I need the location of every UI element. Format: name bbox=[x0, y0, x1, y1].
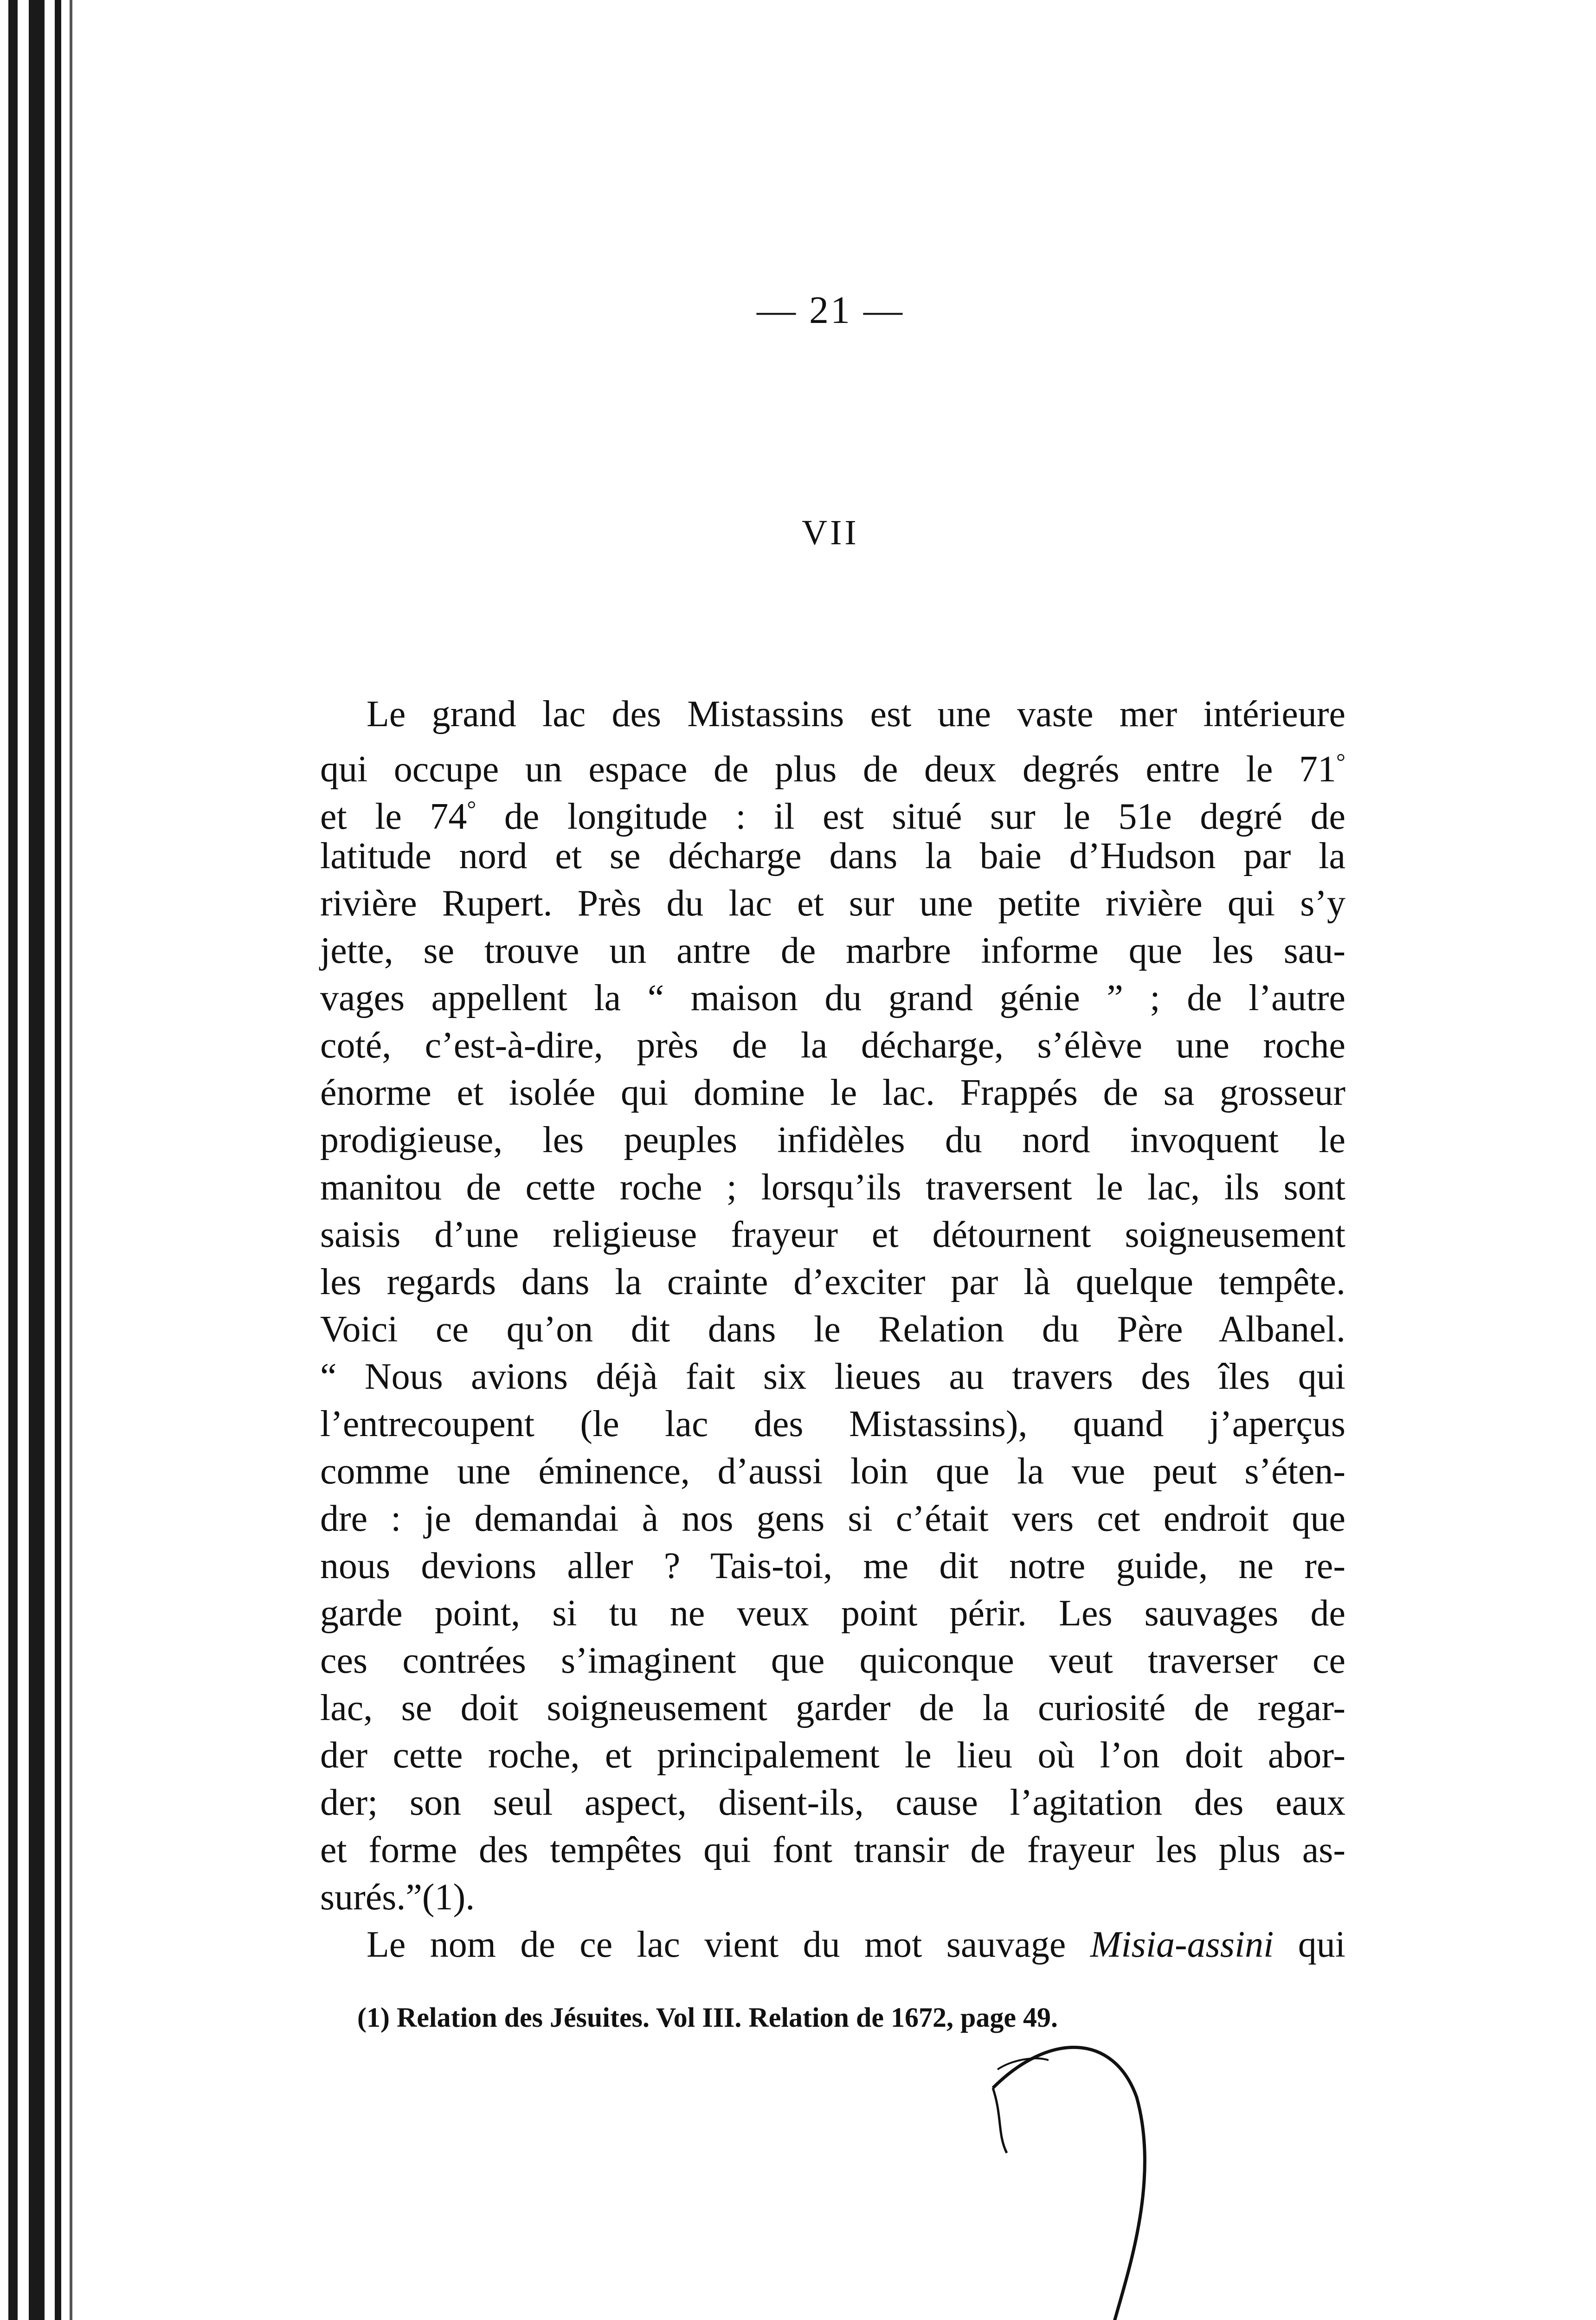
text-line: der cette roche, et principalement le lieu où l’on doit abor- bbox=[320, 1735, 1345, 1776]
text-span: de longitude : il est situé sur le 51e degré de bbox=[504, 796, 1346, 837]
degree-symbol: ° bbox=[467, 796, 476, 822]
text-span: qui bbox=[1274, 1924, 1346, 1965]
text-line: lac, se doit soigneusement garder de la curiosité de regar- bbox=[320, 1688, 1345, 1728]
text-line: rivière Rupert. Près du lac et sur une petite rivière qui s’y bbox=[320, 883, 1345, 924]
text-line: prodigieuse, les peuples infidèles du nord invoquent le bbox=[320, 1120, 1345, 1160]
text-line: garde point, si tu ne veux point périr. Les sauvages de bbox=[320, 1593, 1345, 1634]
text-line: ces contrées s’imaginent que quiconque veut traverser ce bbox=[320, 1640, 1345, 1681]
text-line: l’entrecoupent (le lac des Mistassins), quand j’aperçus bbox=[320, 1404, 1345, 1444]
text-line: énorme et isolée qui domine le lac. Frappés de sa grosseur bbox=[320, 1072, 1345, 1113]
text-line: surés.”(1). bbox=[320, 1877, 475, 1918]
text-line: coté, c’est-à-dire, près de la décharge, s’élève une roche bbox=[320, 1025, 1345, 1066]
text-line: “ Nous avions déjà fait six lieues au travers des îles qui bbox=[320, 1356, 1345, 1397]
text-line: dre : je demandai à nos gens si c’était vers cet endroit que bbox=[320, 1498, 1345, 1539]
text-line: saisis d’une religieuse frayeur et détournent soigneusement bbox=[320, 1214, 1345, 1255]
text-line: et forme des tempêtes qui font transir de frayeur les plus as- bbox=[320, 1830, 1345, 1870]
text-line: Le grand lac des Mistassins est une vaste mer intérieure bbox=[367, 694, 1345, 735]
text-line: nous devions aller ? Tais-toi, me dit notre guide, ne re- bbox=[320, 1546, 1345, 1586]
ink-stroke bbox=[993, 2088, 1007, 2153]
text-line: les regards dans la crainte d’exciter par là quelque tempête. bbox=[320, 1262, 1345, 1302]
italic-term: Misia-assini bbox=[1090, 1924, 1274, 1965]
text-line: vages appellent la “ maison du grand génie ” ; de l’autre bbox=[320, 978, 1345, 1018]
text-line: der; son seul aspect, disent-ils, cause l’agitation des eaux bbox=[320, 1782, 1345, 1823]
ink-stroke bbox=[993, 2047, 1145, 2320]
text-span: qui occupe un espace de plus de deux degrés entre le 71 bbox=[320, 749, 1336, 790]
chapter-heading: VII bbox=[802, 513, 859, 552]
footnote: (1) Relation des Jésuites. Vol III. Relation de 1672, page 49. bbox=[357, 2002, 1058, 2033]
text-span: et le 74 bbox=[320, 796, 467, 837]
text-line: comme une éminence, d’aussi loin que la vue peut s’éten- bbox=[320, 1451, 1345, 1492]
text-line: manitou de cette roche ; lorsqu’ils traversent le lac, ils sont bbox=[320, 1167, 1345, 1208]
text-line: jette, se trouve un antre de marbre informe que les sau- bbox=[320, 930, 1345, 971]
degree-symbol: ° bbox=[1336, 748, 1345, 774]
text-line: latitude nord et se décharge dans la baie d’Hudson par la bbox=[320, 836, 1345, 876]
text-line: Voici ce qu’on dit dans le Relation du Père Albanel. bbox=[320, 1309, 1345, 1350]
text-span: Le nom de ce lac vient du mot sauvage bbox=[367, 1924, 1090, 1965]
page-number: — 21 — bbox=[757, 289, 904, 332]
